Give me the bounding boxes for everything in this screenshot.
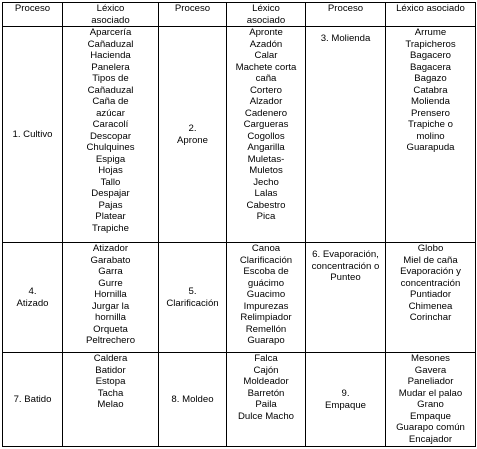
- lexicon-term: Aparcería: [89, 27, 132, 38]
- lexicon-term: Azadón: [249, 38, 283, 50]
- lexicon-term: Guacimo: [246, 289, 286, 300]
- process-cell: [306, 353, 386, 447]
- lexicon-term: Pajas: [98, 199, 123, 211]
- lexicon-term: Empaque: [409, 410, 452, 422]
- lexicon-term: Miel de caña: [403, 254, 458, 266]
- header-proceso: Proceso: [306, 3, 386, 27]
- process-label: concentración o: [311, 260, 380, 272]
- lexicon-term: Angarilla: [247, 142, 285, 153]
- lexicon-term: caña: [255, 73, 277, 84]
- lexicon-term: Caña de: [92, 96, 129, 107]
- lexicon-term: Descopar: [89, 130, 132, 142]
- lexicon-cell: [227, 243, 306, 353]
- lexicon-cell: [386, 243, 476, 353]
- lexicon-term: Escoba de: [243, 266, 289, 277]
- lexicon-term: Calar: [254, 50, 278, 61]
- lexicon-term: Hornilla: [94, 289, 127, 300]
- lexicon-term: Mesones: [411, 353, 450, 364]
- header-lexico-asociado: Léxico asociado: [63, 3, 159, 27]
- lexicon-term: Prensero: [411, 107, 450, 119]
- lexicon-term: Caldera: [93, 353, 128, 364]
- lexicon-term: Cañaduzal: [87, 38, 134, 50]
- lexicon-term: Globo: [417, 243, 444, 254]
- lexicon-term: Muletos: [249, 165, 283, 176]
- lexicon-term: Espiga: [95, 153, 126, 165]
- process-label: Clarificación: [166, 297, 219, 309]
- process-label: 9.: [341, 388, 350, 399]
- process-label: Atizado: [16, 297, 49, 309]
- header-lexico-asociado: Léxico asociado: [386, 3, 476, 27]
- lexicon-term: Molienda: [411, 96, 450, 107]
- lexicon-term: Hacienda: [90, 50, 131, 61]
- process-label: 3. Molienda: [320, 33, 371, 44]
- lexicon-term: Cabestro: [246, 199, 286, 211]
- lexicon-term: Dulce Macho: [238, 410, 294, 422]
- lexicon-term: Cadenero: [244, 107, 288, 119]
- table-body: [3, 27, 476, 447]
- table-row: [3, 27, 476, 243]
- lexicon-term: Caracolí: [92, 119, 129, 130]
- lexicon-term: Encajador: [408, 433, 453, 445]
- lexicon-term: Cargueras: [243, 119, 289, 130]
- lexicon-term: Paneliador: [407, 376, 454, 387]
- lexicon-term: Remellón: [245, 323, 287, 335]
- lexicon-term: Clarificación: [239, 254, 293, 266]
- process-label: 5.: [188, 286, 197, 297]
- lexicon-term: Panelera: [91, 61, 130, 73]
- lexicon-term: guácimo: [247, 277, 285, 289]
- header-proceso: Proceso: [159, 3, 227, 27]
- lexicon-table: [2, 2, 476, 447]
- lexicon-term: Trapiche o: [408, 119, 453, 130]
- lexicon-term: Mudar el palao: [398, 387, 463, 399]
- lexicon-term: Apronte: [249, 27, 283, 38]
- lexicon-term: Impurezas: [243, 300, 289, 312]
- lexicon-term: Gavera: [414, 364, 447, 376]
- lexicon-term: concentración: [400, 277, 461, 289]
- lexicon-term: Muletas-: [247, 153, 285, 165]
- lexicon-term: Jurgar la: [91, 300, 130, 312]
- lexicon-cell: [63, 353, 159, 447]
- lexicon-cell: [386, 27, 476, 243]
- lexicon-cell: [63, 27, 159, 243]
- lexicon-term: Tallo: [100, 176, 121, 188]
- lexicon-term: Garra: [98, 266, 123, 277]
- lexicon-term: Relimpiador: [240, 312, 292, 323]
- header-lexico-asociado: Léxico asociado: [227, 3, 306, 27]
- header-proceso: Proceso: [3, 3, 63, 27]
- process-label: 8. Moldeo: [171, 393, 214, 405]
- header-row: [3, 3, 476, 27]
- lexicon-term: Grano: [417, 399, 444, 410]
- lexicon-term: Hojas: [98, 165, 123, 176]
- lexicon-term: Peltrechero: [85, 335, 136, 346]
- process-label: Empaque: [324, 399, 367, 411]
- process-cell: [306, 243, 386, 353]
- lexicon-term: Tipos de: [92, 73, 129, 84]
- lexicon-term: Despajar: [91, 188, 130, 199]
- lexicon-term: Garabato: [90, 254, 131, 266]
- lexicon-term: Trapiche: [92, 222, 129, 234]
- lexicon-cell: [227, 27, 306, 243]
- process-cell: [159, 243, 227, 353]
- process-label: 1. Cultivo: [12, 128, 53, 140]
- lexicon-term: Guarapo común: [396, 422, 465, 433]
- lexicon-term: Moldeador: [243, 376, 289, 387]
- lexicon-term: Melao: [97, 399, 124, 410]
- lexicon-term: molino: [416, 130, 445, 142]
- lexicon-term: Gurre: [98, 277, 123, 289]
- lexicon-cell: [227, 353, 306, 447]
- lexicon-term: Cogollos: [247, 130, 285, 142]
- lexicon-term: Guarapuda: [406, 142, 455, 153]
- lexicon-term: Cañaduzal: [87, 84, 134, 96]
- table-row: [3, 243, 476, 353]
- process-label: Punteo: [330, 272, 361, 283]
- lexicon-cell: [386, 353, 476, 447]
- lexicon-term: Cortero: [250, 84, 282, 96]
- lexicon-term: Bagacera: [409, 61, 452, 73]
- lexicon-term: Orqueta: [93, 323, 128, 335]
- process-label: 2.: [188, 123, 197, 134]
- lexicon-term: Tacha: [97, 387, 124, 399]
- lexicon-term: Corinchar: [409, 312, 452, 323]
- lexicon-term: azúcar: [96, 107, 125, 119]
- process-label: Aprone: [177, 134, 208, 146]
- lexicon-term: Alzador: [249, 96, 283, 107]
- lexicon-term: Puntiador: [409, 289, 452, 300]
- lexicon-term: Canoa: [251, 243, 281, 254]
- lexicon-term: Paila: [255, 399, 277, 410]
- process-label: 6. Evaporación,: [312, 249, 379, 260]
- lexicon-term: Jecho: [253, 176, 279, 188]
- process-cell: [3, 243, 63, 353]
- table-row: [3, 353, 476, 447]
- lexicon-term: Bagacero: [409, 50, 452, 61]
- lexicon-term: Bagazo: [414, 73, 447, 84]
- lexicon-term: Arrume: [414, 27, 447, 38]
- process-cell: [3, 27, 63, 243]
- lexicon-term: Estopa: [95, 376, 126, 387]
- process-label: 7. Batido: [13, 393, 52, 405]
- lexicon-term: Falca: [254, 353, 278, 364]
- lexicon-term: Chimenea: [408, 300, 453, 312]
- lexicon-term: Evaporación y: [400, 266, 461, 277]
- lexicon-term: Barretón: [247, 387, 285, 399]
- process-label: 4.: [28, 286, 37, 297]
- process-cell: [306, 27, 386, 243]
- lexicon-term: Guarapo: [247, 335, 285, 346]
- table-header: [3, 3, 476, 27]
- process-cell: [159, 27, 227, 243]
- lexicon-cell: [63, 243, 159, 353]
- lexicon-term: Lalas: [254, 188, 278, 199]
- process-cell: [159, 353, 227, 447]
- process-cell: [3, 353, 63, 447]
- lexicon-term: Pica: [256, 211, 276, 222]
- lexicon-term: Cajón: [253, 364, 279, 376]
- lexicon-term: Trapicheros: [405, 38, 456, 50]
- lexicon-term: Atizador: [92, 243, 129, 254]
- lexicon-term: Batidor: [95, 364, 126, 376]
- lexicon-term: Chulquines: [86, 142, 135, 153]
- lexicon-term: Machete corta: [235, 61, 297, 73]
- lexicon-term: Platear: [95, 211, 126, 222]
- lexicon-term: hornilla: [95, 312, 126, 323]
- lexicon-term: Catabra: [413, 84, 448, 96]
